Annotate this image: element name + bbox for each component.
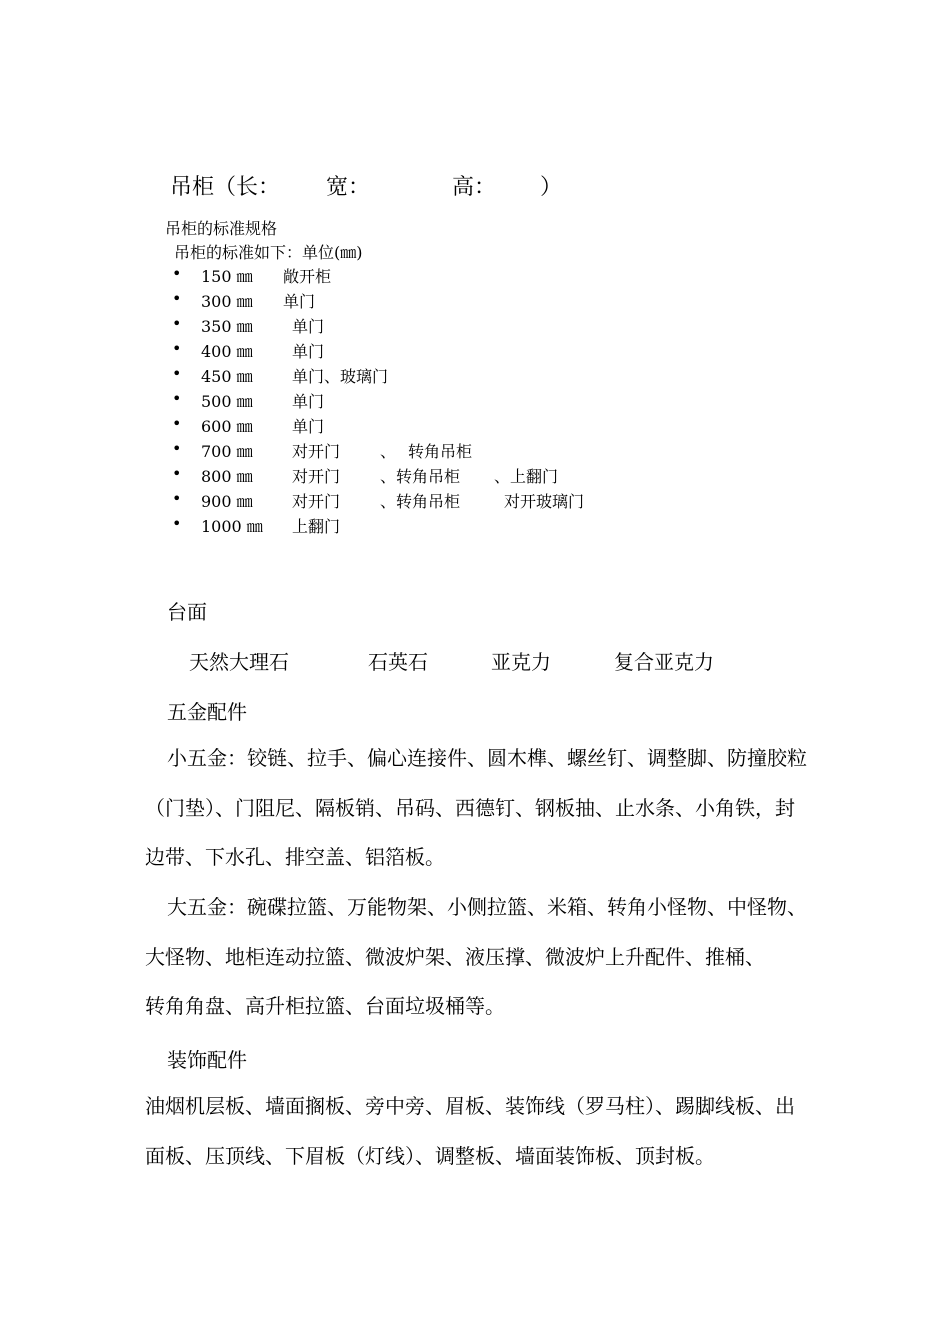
list-item	[0, 464, 950, 488]
spec-size: 150 ㎜	[201, 267, 253, 286]
list-item	[0, 264, 950, 288]
spec-heading: 吊柜的标准规格	[165, 219, 278, 238]
decor-heading: 装饰配件	[167, 1048, 247, 1072]
spec-size: 450 ㎜	[201, 367, 253, 386]
countertop-heading: 台面	[167, 600, 207, 624]
spec-desc: 单门	[292, 342, 325, 361]
list-item	[0, 314, 950, 338]
spec-size: 500 ㎜	[201, 392, 253, 411]
spec-size: 350 ㎜	[201, 317, 253, 336]
bullet: •	[172, 314, 182, 333]
spec-desc: 单门	[283, 292, 316, 311]
small-hardware-paragraph: 小五金：铰链、拉手、偏心连接件、圆木榫、螺丝钉、调整脚、防撞胶粒（门垫）、门阻尼、隔板销、吊码、西德钉、钢板抽、止水条、小角铁，封边带、下水孔、排空盖、铝箔板。	[145, 746, 807, 869]
bullet: •	[172, 464, 182, 483]
spec-desc: 单门	[292, 317, 325, 336]
list-item	[0, 364, 950, 388]
spec-desc: 单门、玻璃门	[292, 367, 389, 386]
spec-size: 400 ㎜	[201, 342, 253, 361]
title-length-label: 吊柜（长：	[170, 175, 281, 200]
spec-intro: 吊柜的标准如下：单位(㎜)	[174, 243, 363, 262]
list-item	[0, 339, 950, 363]
spec-desc: 敞开柜	[283, 267, 332, 286]
spec-size: 600 ㎜	[201, 417, 253, 436]
bullet: •	[172, 489, 182, 508]
bullet: •	[172, 264, 182, 283]
title-width-label: 宽：	[326, 175, 371, 200]
bullet: •	[172, 414, 182, 433]
spec-desc-extra: 转角吊柜	[408, 442, 473, 461]
list-item	[0, 414, 950, 438]
list-item	[0, 289, 950, 313]
spec-size: 700 ㎜	[201, 442, 253, 461]
list-item	[0, 389, 950, 413]
bullet: •	[172, 289, 182, 308]
spec-desc: 对开门	[292, 492, 341, 511]
spec-desc: 上翻门	[292, 517, 341, 536]
list-item	[0, 439, 950, 463]
spec-desc-extra2: 、上翻门	[494, 467, 559, 486]
spec-desc: 对开门	[292, 442, 341, 461]
bullet: •	[172, 514, 182, 533]
spec-desc-extra: 、转角吊柜	[380, 492, 461, 511]
title-height-label: 高：	[452, 175, 497, 200]
spec-size: 300 ㎜	[201, 292, 253, 311]
large-hardware-paragraph: 大五金：碗碟拉篮、万能物架、小侧拉篮、米箱、转角小怪物、中怪物、大怪物、地柜连动拉篮、微波炉架、液压撑、微波炉上升配件、推桶、 转角角盘、高升柜拉篮、台面垃圾桶等。	[145, 895, 807, 1018]
spec-size: 1000 ㎜	[201, 517, 263, 536]
countertop-option: 亚克力	[491, 650, 551, 674]
bullet: •	[172, 339, 182, 358]
list-item	[0, 514, 950, 538]
list-item	[0, 489, 950, 513]
spec-size: 800 ㎜	[201, 467, 253, 486]
spec-desc: 单门	[292, 417, 325, 436]
bullet: •	[172, 389, 182, 408]
spec-desc-extra: 、转角吊柜	[380, 467, 461, 486]
decor-paragraph: 油烟机层板、墙面搁板、旁中旁、眉板、装饰线（罗马柱）、踢脚线板、出面板、压顶线、下眉板（灯线）、调整板、墙面装饰板、顶封板。	[145, 1094, 795, 1168]
bullet: •	[172, 364, 182, 383]
spec-desc: 对开门	[292, 467, 341, 486]
spec-desc: 单门	[292, 392, 325, 411]
countertop-option: 天然大理石	[189, 650, 289, 674]
spec-desc-sep: 、	[380, 442, 397, 461]
bullet: •	[172, 439, 182, 458]
countertop-option: 石英石	[368, 650, 428, 674]
hardware-heading: 五金配件	[167, 700, 247, 724]
countertop-options	[0, 646, 950, 674]
countertop-option: 复合亚克力	[614, 650, 714, 674]
title-close-paren: ）	[540, 175, 563, 200]
spec-size: 900 ㎜	[201, 492, 253, 511]
spec-desc-extra2: 对开玻璃门	[504, 492, 585, 511]
